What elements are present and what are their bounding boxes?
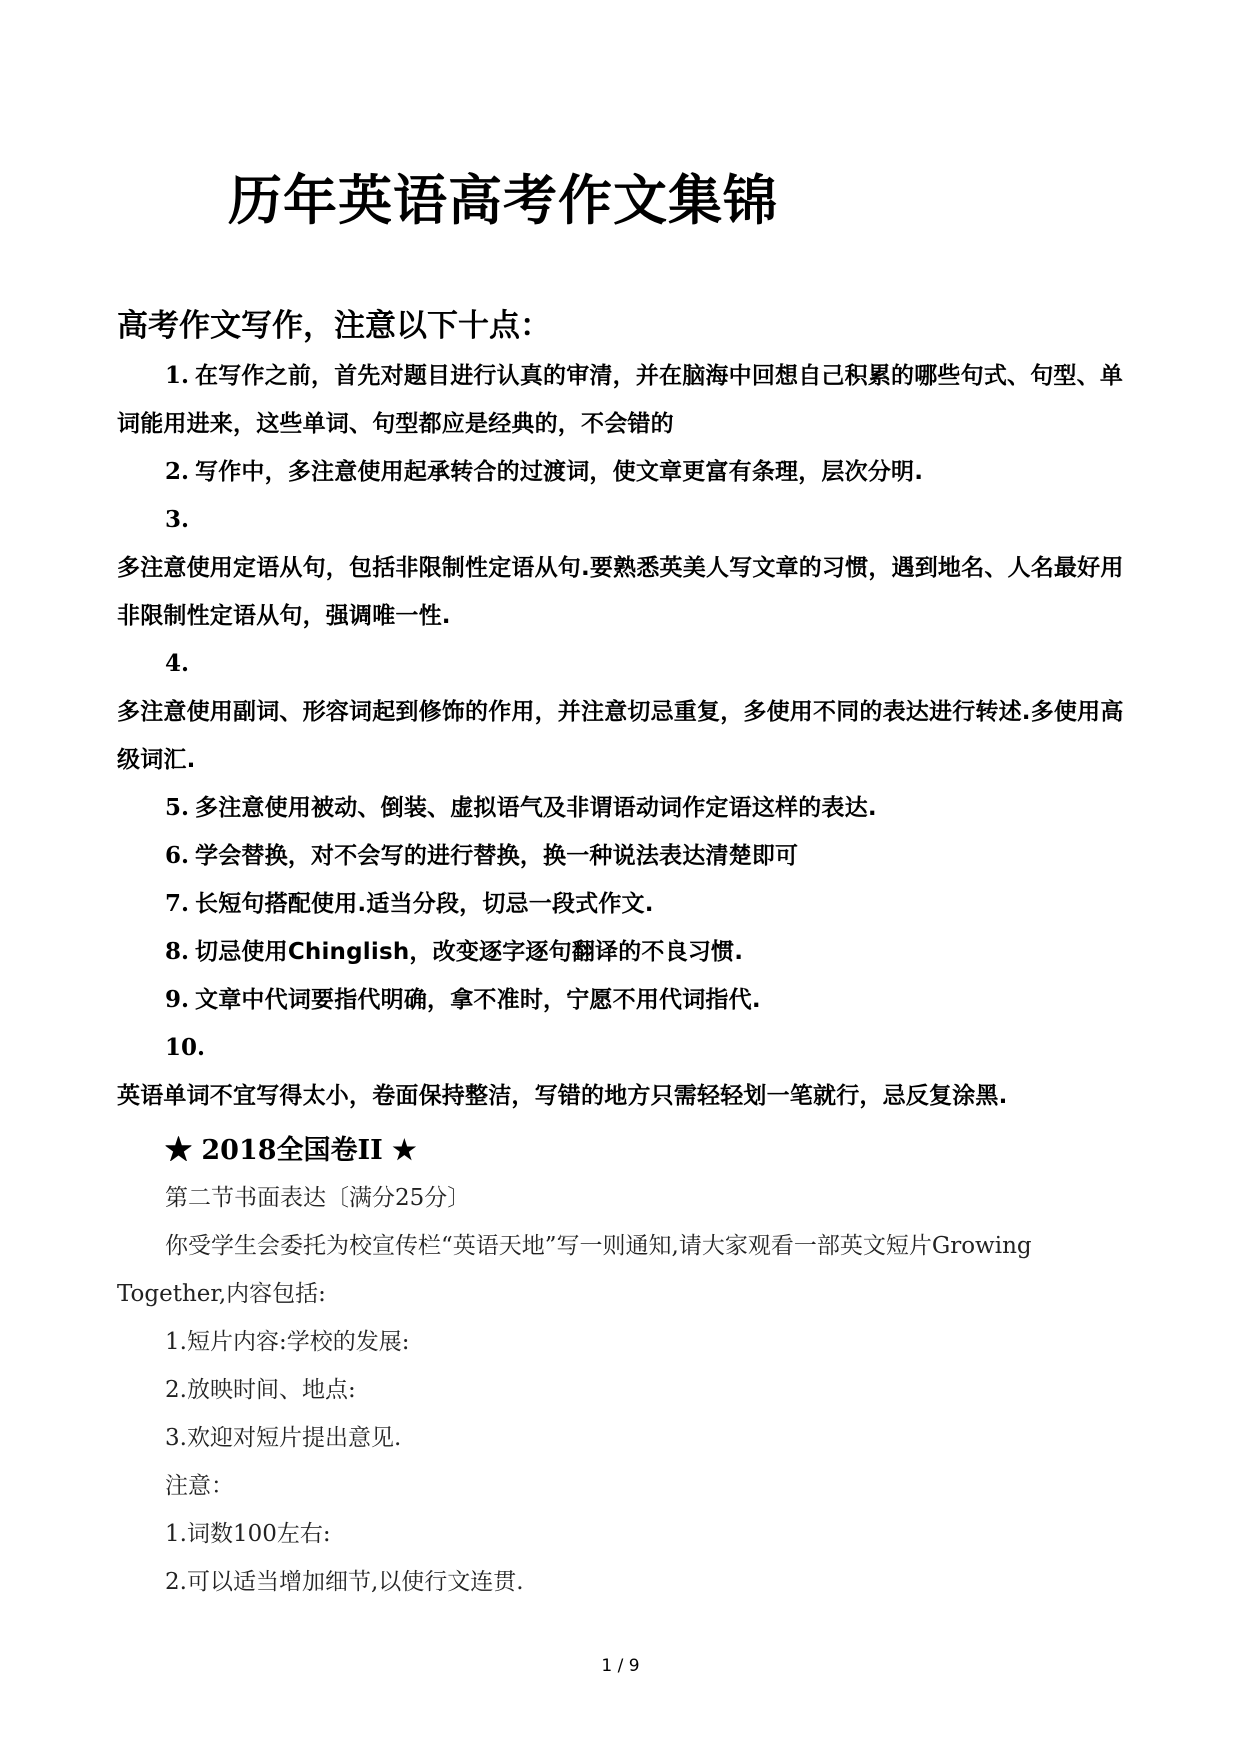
tips-list [117,352,1137,1120]
tip-text: 长短句搭配使用.适当分段，切忌一段式作文. [195,891,654,917]
exam-section-title: ★ 2018全国卷II ★ [165,1135,417,1166]
tip-number: 1. [165,362,190,389]
tip-item [117,352,1137,448]
tip-number: 2. [165,458,190,485]
task-content-item: 3.欢迎对短片提出意见. [165,1425,402,1451]
tip-item [117,784,1137,832]
tip-number: 10. [165,1034,206,1061]
tip-text: 多注意使用定语从句，包括非限制性定语从句.要熟悉英美人写文章的习惯，遇到地名、人名最好用非限制性定语从句，强调唯一性. [117,555,1124,629]
document-title: 历年英语高考作文集锦 [228,169,778,232]
task-prompt-line: 你受学生会委托为校宣传栏“英语天地”写一则通知,请大家观看一部英文短片Growing [165,1233,1032,1259]
tip-item [117,976,1137,1024]
tip-number: 3. [165,506,190,533]
tip-text: 英语单词不宜写得太小，卷面保持整洁，写错的地方只需轻轻划一笔就行，忌反复涂黑. [117,1083,1008,1109]
page-number: 1 / 9 [601,1656,640,1676]
tip-item [117,496,1137,640]
tip-number: 7. [165,890,190,917]
task-prompt-line: Together,内容包括: [117,1281,326,1307]
task-note-item: 2.可以适当增加细节,以使行文连贯. [165,1569,524,1595]
tip-number: 4. [165,650,190,677]
tip-number: 6. [165,842,190,869]
tip-item [117,448,1137,496]
tip-text: 多注意使用副词、形容词起到修饰的作用，并注意切忌重复，多使用不同的表达进行转述.多使用高级词汇. [117,699,1124,773]
tip-item [117,640,1137,784]
task-content-item: 2.放映时间、地点: [165,1377,356,1403]
tip-text: 学会替换，对不会写的进行替换，换一种说法表达清楚即可 [195,843,799,869]
tip-number: 5. [165,794,190,821]
writing-task [117,1174,1137,1606]
tip-text: 文章中代词要指代明确，拿不准时，宁愿不用代词指代. [195,987,761,1013]
task-content-item: 1.短片内容:学校的发展: [165,1329,410,1355]
tip-text: 切忌使用Chinglish，改变逐字逐句翻译的不良习惯. [195,939,744,965]
task-part-label: 第二节书面表达〔满分25分〕 [165,1185,471,1211]
tip-number: 8. [165,938,190,965]
tip-item [117,832,1137,880]
section-heading: 高考作文写作，注意以下十点： [117,308,551,344]
tip-item [117,880,1137,928]
tip-item [117,928,1137,976]
tip-number: 9. [165,986,190,1013]
task-note-label: 注意： [165,1473,234,1499]
tip-text: 写作中，多注意使用起承转合的过渡词，使文章更富有条理，层次分明. [195,459,924,485]
tip-item [117,1024,1137,1120]
task-note-item: 1.词数100左右: [165,1521,331,1547]
tip-text: 多注意使用被动、倒装、虚拟语气及非谓语动词作定语这样的表达. [195,795,877,821]
tip-text: 在写作之前，首先对题目进行认真的审清，并在脑海中回想自己积累的哪些句式、句型、单词能用进来，这些单词、句型都应是经典的，不会错的 [117,363,1124,437]
